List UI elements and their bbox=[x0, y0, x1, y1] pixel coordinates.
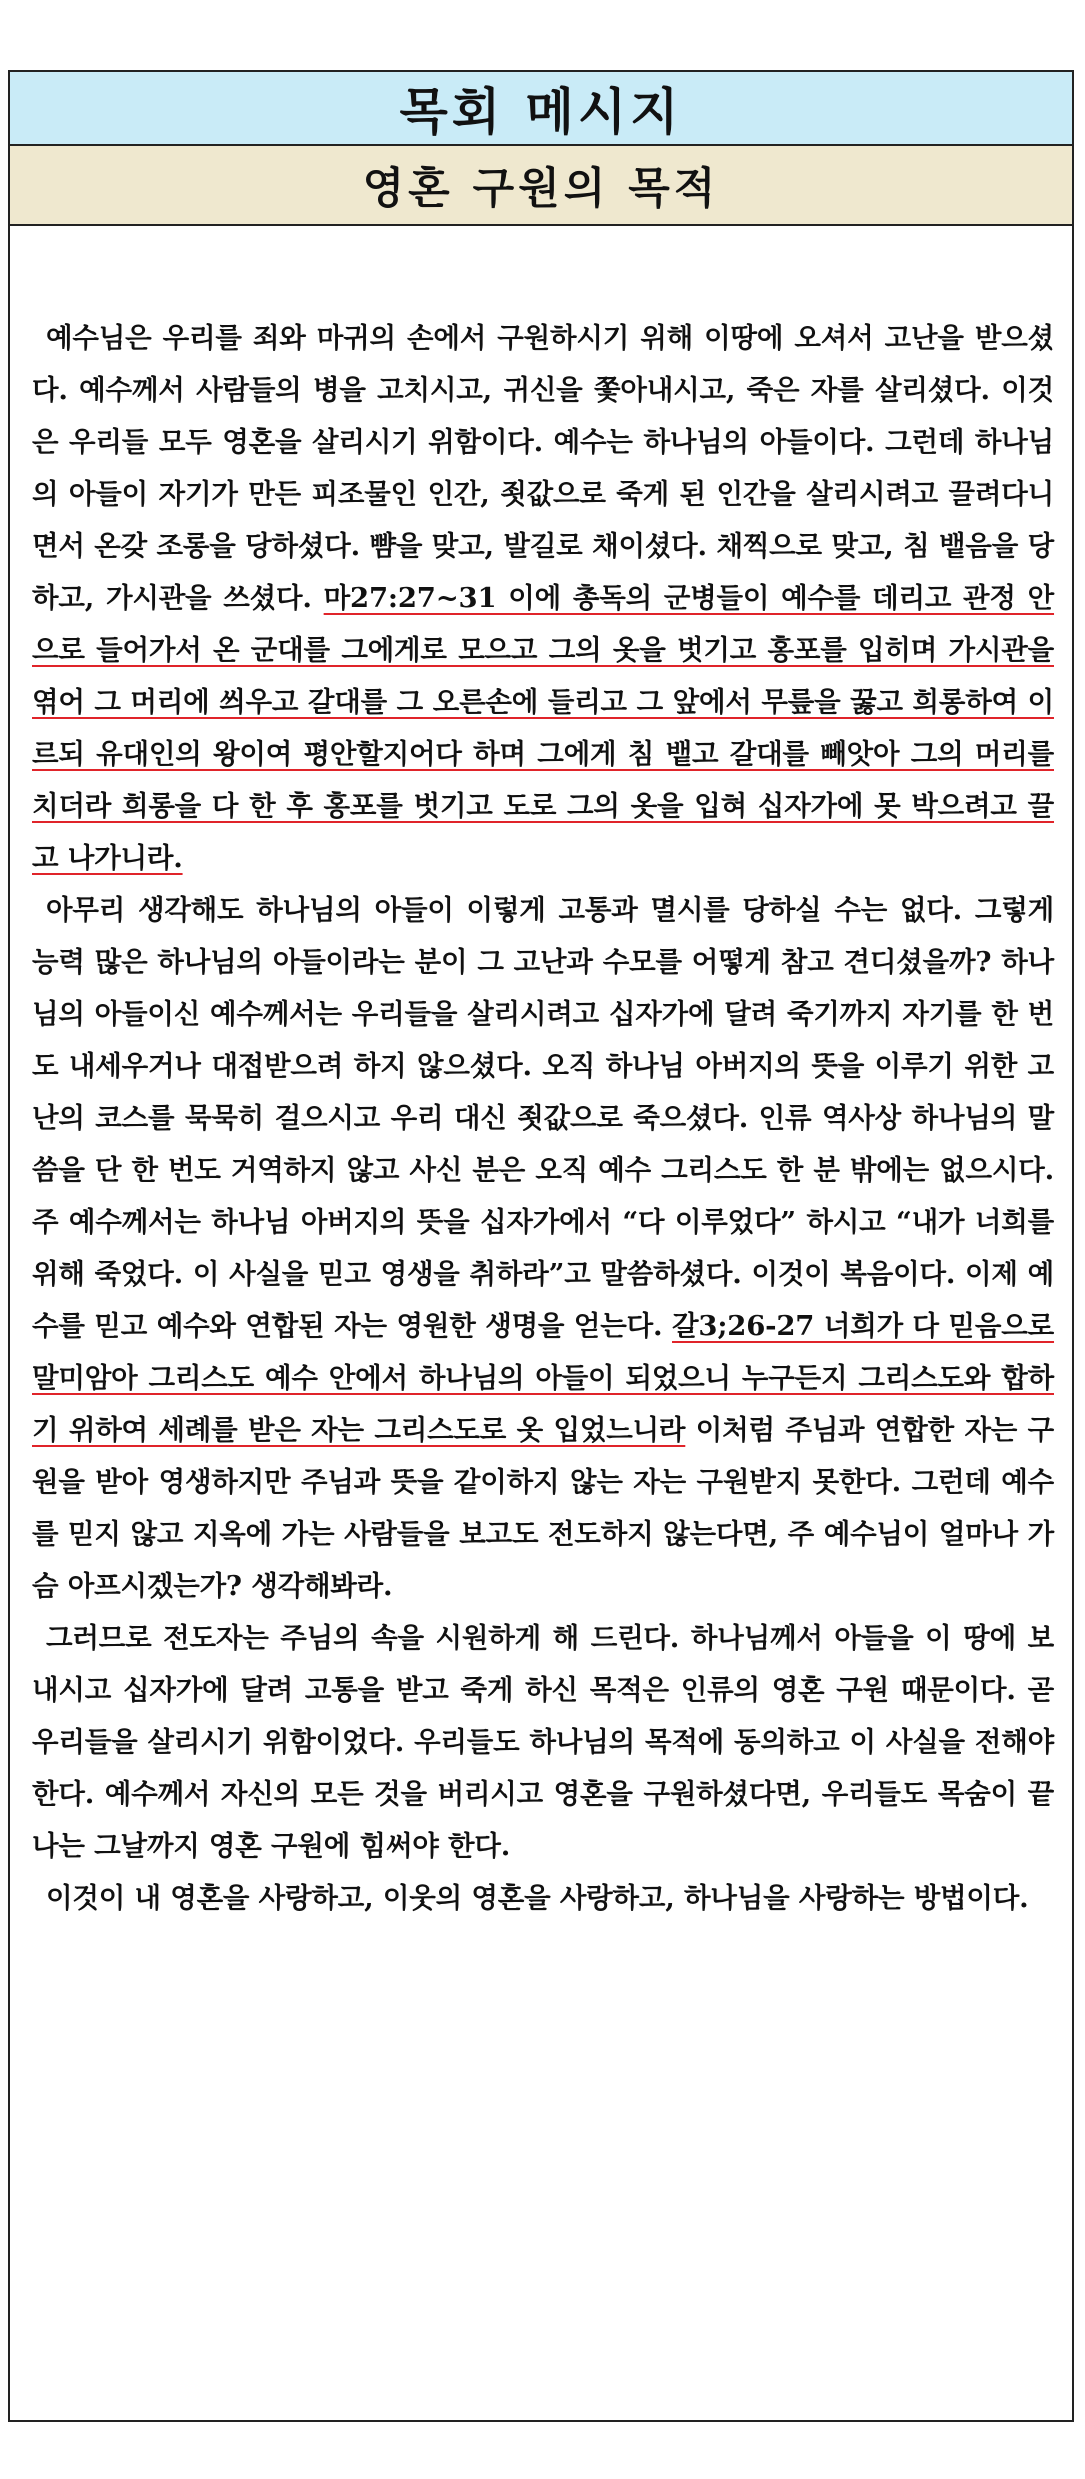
scripture-reference-matthew: 마27:27~31 이에 총독의 군병들이 예수를 데리고 관정 안으로 들어가서 온 군대를 그에게로 모으고 그의 옷을 벗기고 홍포를 입히며 가시관을 엮어 그 머리에 씌우고 갈대를 그 오른손에 들리고 그 앞에서 무릎을 꿇고 희롱하여 이르되 유대인의 왕이여 평안할지어다 하며 그에게 침 뱉고 갈대를 빼앗아 그의 머리를 치더라 희롱을 다 한 후 홍포를 벗기고 도로 그의 옷을 입혀 십자가에 못 박으려고 끌고 나가니라. bbox=[32, 582, 1055, 874]
document-frame bbox=[8, 70, 1074, 2422]
paragraph-2-text: 아무리 생각해도 하나님의 아들이 이렇게 고통과 멸시를 당하실 수는 없다. 그렇게 능력 많은 하나님의 아들이라는 분이 그 고난과 수모를 어떻게 참고 견디셨을까? 하나님의 아들이신 예수께서는 우리들을 살리시려고 십자가에 달려 죽기까지 자기를 한 번도 내세우거나 대접받으려 하지 않으셨다. 오직 하나님 아버지의 뜻을 이루기 위한 고난의 코스를 묵묵히 걸으시고 우리 대신 죗값으로 죽으셨다. 인류 역사상 하나님의 말씀을 단 한 번도 거역하지 않고 사신 분은 오직 예수 그리스도 한 분 밖에는 없으시다. 주 예수께서는 하나님 아버지의 뜻을 십자가에서 “다 이루었다” 하시고 “내가 너희를 위해 죽었다. 이 사실을 믿고 영생을 취하라”고 말씀하셨다. 이것이 복음이다. 이제 예수를 믿고 예수와 연합된 자는 영원한 생명을 얻는다. bbox=[32, 894, 1054, 1342]
paragraph-3-text: 그러므로 전도자는 주님의 속을 시원하게 해 드린다. 하나님께서 아들을 이 땅에 보내시고 십자가에 달려 고통을 받고 죽게 하신 목적은 인류의 영혼 구원 때문이다. 곧 우리들을 살리시기 위함이었다. 우리들도 하나님의 목적에 동의하고 이 사실을 전해야 한다. 예수께서 자신의 모든 것을 버리시고 영혼을 구원하셨다면, 우리들도 목숨이 끝나는 그날까지 영혼 구원에 힘써야 한다. bbox=[32, 1622, 1054, 1862]
page-title: 목회 메시지 bbox=[399, 83, 683, 141]
paragraph-1 bbox=[32, 312, 1054, 884]
paragraph-4 bbox=[32, 1872, 1054, 1924]
paragraph-4-text: 이것이 내 영혼을 사랑하고, 이웃의 영혼을 사랑하고, 하나님을 사랑하는 방법이다. bbox=[46, 1882, 1029, 1914]
page-subtitle: 영혼 구원의 목적 bbox=[362, 163, 720, 214]
paragraph-2 bbox=[32, 884, 1054, 1612]
title-banner bbox=[10, 72, 1072, 146]
article-body bbox=[32, 312, 1054, 1924]
scripture-reference-galatians: 갈3;26-27 너희가 다 믿음으로 말미암아 그리스도 예수 안에서 하나님의 아들이 되었으니 누구든지 그리스도와 합하기 위하여 세례를 받은 자는 그리스도로 옷 입었느니라 bbox=[32, 1310, 1055, 1446]
paragraph-1-text: 예수님은 우리를 죄와 마귀의 손에서 구원하시기 위해 이땅에 오셔서 고난을 받으셨다. 예수께서 사람들의 병을 고치시고, 귀신을 쫓아내시고, 죽은 자를 살리셨다. 이것은 우리들 모두 영혼을 살리시기 위함이다. 예수는 하나님의 아들이다. 그런데 하나님의 아들이 자기가 만든 피조물인 인간, 죗값으로 죽게 된 인간을 살리시려고 끌려다니면서 온갖 조롱을 당하셨다. 뺨을 맞고, 발길로 채이셨다. 채찍으로 맞고, 침 뱉음을 당하고, 가시관을 쓰셨다. bbox=[32, 322, 1054, 614]
subtitle-banner bbox=[10, 146, 1072, 226]
paragraph-2-tail: 이처럼 주님과 연합한 자는 구원을 받아 영생하지만 주님과 뜻을 같이하지 않는 자는 구원받지 못한다. 그런데 예수를 믿지 않고 지옥에 가는 사람들을 보고도 전도하지 않는다면, 주 예수님이 얼마나 가슴 아프시겠는가? 생각해봐라. bbox=[32, 1414, 1055, 1602]
paragraph-3 bbox=[32, 1612, 1054, 1872]
